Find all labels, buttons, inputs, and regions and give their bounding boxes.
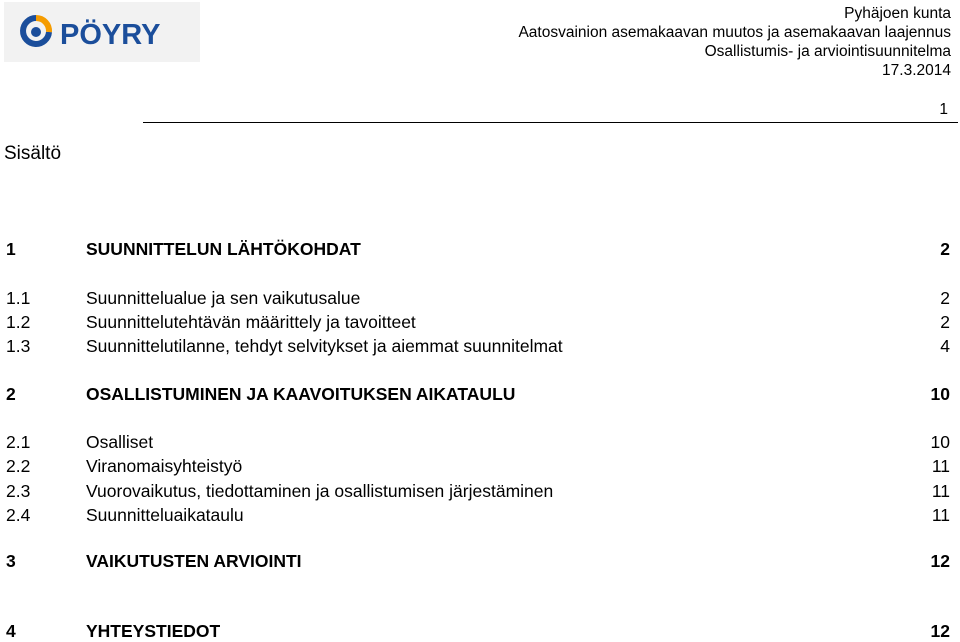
toc-entry[interactable]	[6, 239, 950, 260]
toc-entry-page: 2	[940, 288, 950, 308]
toc-entry[interactable]	[6, 312, 950, 333]
toc-entry-number: 2.3	[6, 481, 31, 501]
toc-entry-title: Suunnittelutilanne, tehdyt selvitykset ja aiemmat suunnitelmat	[86, 336, 563, 356]
toc-entry-title: Suunnittelutehtävän määrittely ja tavoitteet	[86, 312, 416, 332]
toc-entry-page: 10	[930, 384, 950, 404]
municipality-name: Pyhäjoen kunta	[844, 5, 951, 22]
page-number: 1	[939, 101, 948, 118]
toc-entry-page: 11	[931, 456, 950, 476]
toc-entry-number: 1.3	[6, 336, 31, 356]
toc-entry-page: 11	[931, 505, 950, 525]
toc-entry-title: Vuorovaikutus, tiedottaminen ja osallistumisen järjestäminen	[86, 481, 554, 501]
toc-entry[interactable]	[6, 621, 950, 642]
toc-entry-title: Osalliset	[86, 432, 154, 452]
toc-entry-page: 2	[940, 312, 950, 332]
toc-entry[interactable]	[6, 456, 950, 477]
toc-heading: Sisältö	[4, 143, 62, 164]
toc-entry-number: 1.2	[6, 312, 31, 332]
toc-entry-title: Suunnitteluaikataulu	[86, 505, 244, 525]
toc-entry-number: 2.2	[6, 456, 31, 476]
document-header	[518, 4, 951, 80]
toc-entry-title: Suunnittelualue ja sen vaikutusalue	[86, 288, 361, 308]
toc-entry[interactable]	[6, 505, 950, 526]
toc-entry-page: 11	[931, 481, 950, 501]
company-logo	[4, 2, 200, 62]
toc-entry[interactable]	[6, 551, 950, 572]
toc-entry-title: VAIKUTUSTEN ARVIOINTI	[86, 551, 302, 571]
document-date: 17.3.2014	[882, 62, 951, 79]
toc-entry-page: 4	[940, 336, 950, 356]
toc-entry[interactable]	[6, 481, 950, 502]
poyry-logo-mark	[18, 14, 190, 50]
toc-entry-title: OSALLISTUMINEN JA KAAVOITUKSEN AIKATAULU	[86, 384, 516, 404]
toc-entry-page: 12	[930, 621, 950, 641]
toc-entry-number: 1.1	[6, 288, 31, 308]
toc-entry[interactable]	[6, 384, 950, 405]
toc-entry-number: 1	[6, 239, 16, 259]
toc-entry-page: 12	[930, 551, 950, 571]
header-divider	[143, 122, 958, 123]
project-title: Aatosvainion asemakaavan muutos ja asemakaavan laajennus	[518, 24, 951, 41]
toc-entry[interactable]	[6, 336, 950, 357]
toc-entry-page: 10	[930, 432, 950, 452]
toc-entry-number: 3	[6, 551, 16, 571]
toc-entry-number: 2.1	[6, 432, 31, 452]
toc-entry-number: 4	[6, 621, 16, 641]
toc-entry[interactable]	[6, 288, 950, 309]
document-type: Osallistumis- ja arviointisuunnitelma	[704, 43, 951, 60]
toc-entry-title: YHTEYSTIEDOT	[86, 621, 221, 641]
toc-entry-number: 2	[6, 384, 16, 404]
toc-entry-title: Viranomaisyhteistyö	[86, 456, 243, 476]
toc-entry[interactable]	[6, 432, 950, 453]
toc-entry-page: 2	[940, 239, 950, 259]
toc-entry-number: 2.4	[6, 505, 31, 525]
logo-wordmark: PÖYRY	[60, 19, 161, 50]
toc-entry-title: SUUNNITTELUN LÄHTÖKOHDAT	[86, 239, 361, 259]
